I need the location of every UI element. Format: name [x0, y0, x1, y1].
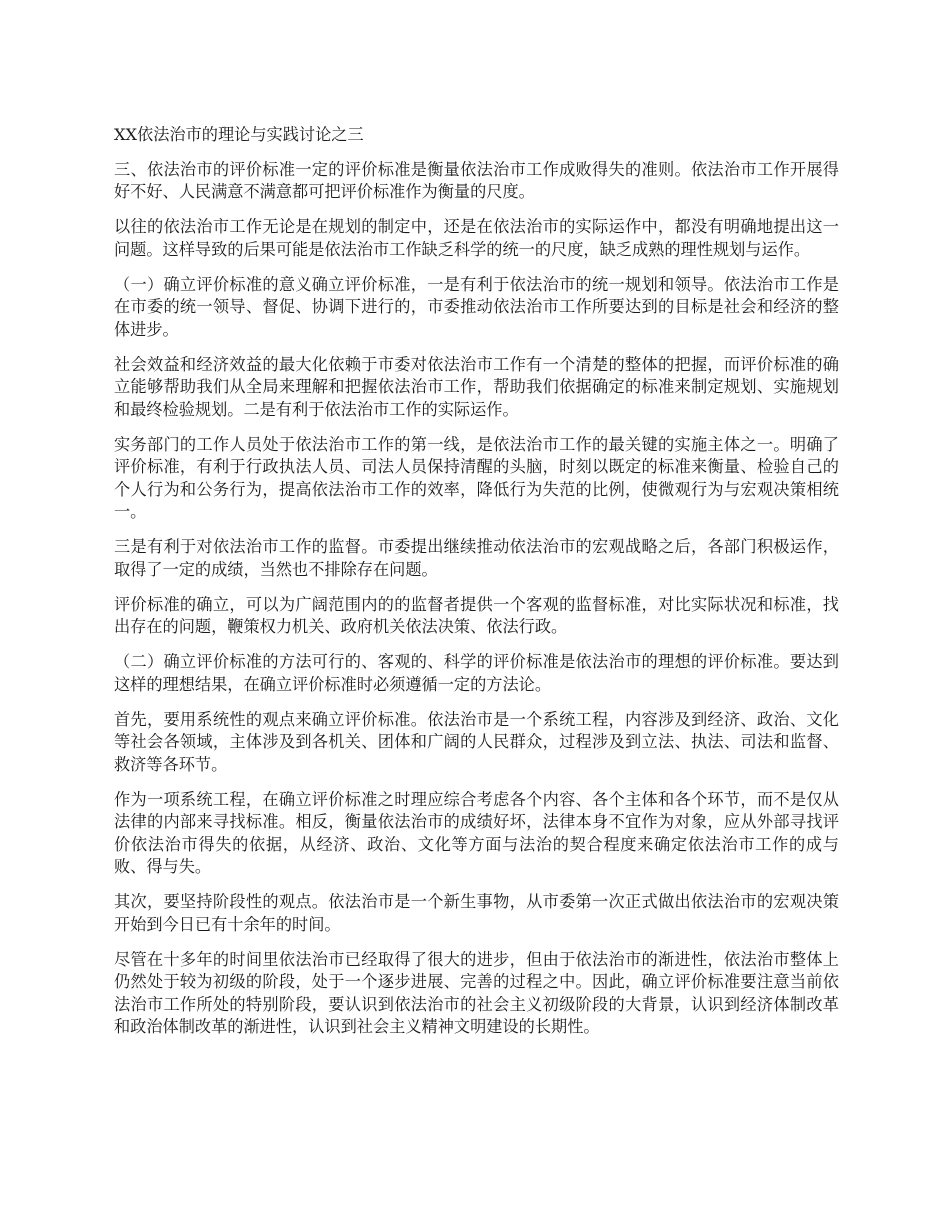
- paragraph: （二）确立评价标准的方法可行的、客观的、科学的评价标准是依法治市的理想的评价标准。要达到这样的理想结果，在确立评价标准时必须遵循一定的方法论。: [114, 652, 839, 694]
- paragraph: 首先，要用系统性的观点来确立评价标准。依法治市是一个系统工程，内容涉及到经济、政治、文化等社会各领域，主体涉及到各机关、团体和广阔的人民群众，过程涉及到立法、执法、司法和监督、救济等各环节。: [114, 709, 839, 774]
- paragraph: 尽管在十多年的时间里依法治市已经取得了很大的进步，但由于依法治市的渐进性，依法治市整体上仍然处于较为初级的阶段，处于一个逐步进展、完善的过程之中。因此，确立评价标准要注意当前依法治市工作所处的特别阶段，要认识到依法治市的社会主义初级阶段的大背景，认识到经济体制改革和政治体制改革的渐进性，认识到社会主义精神文明建设的长期性。: [114, 949, 839, 1036]
- paragraph: 其次，要坚持阶段性的观点。依法治市是一个新生事物，从市委第一次正式做出依法治市的宏观决策开始到今日已有十余年的时间。: [114, 892, 839, 934]
- paragraph: 评价标准的确立，可以为广阔范围内的的监督者提供一个客观的监督标准，对比实际状况和标准，找出存在的问题，鞭策权力机关、政府机关依法决策、依法行政。: [114, 594, 839, 636]
- paragraph: （一）确立评价标准的意义确立评价标准，一是有利于依法治市的统一规划和领导。依法治市工作是在市委的统一领导、督促、协调下进行的，市委推动依法治市工作所要达到的目标是社会和经济的整体进步。: [114, 274, 839, 339]
- paragraph: 作为一项系统工程，在确立评价标准之时理应综合考虑各个内容、各个主体和各个环节，而不是仅从法律的内部来寻找标准。相反，衡量依法治市的成绩好坏，法律本身不宜作为对象，应从外部寻找评价依法治市得失的依据，从经济、政治、文化等方面与法治的契合程度来确定依法治市工作的成与败、得与失。: [114, 789, 839, 876]
- paragraph: 以往的依法治市工作无论是在规划的制定中，还是在依法治市的实际运作中，都没有明确地提出这一问题。这样导致的后果可能是依法治市工作缺乏科学的统一的尺度，缺乏成熟的理性规划与运作。: [114, 217, 839, 259]
- paragraph: 社会效益和经济效益的最大化依赖于市委对依法治市工作有一个清楚的整体的把握，而评价标准的确立能够帮助我们从全局来理解和把握依法治市工作，帮助我们依据确定的标准来制定规划、实施规划和最终检验规划。二是有利于依法治市工作的实际运作。: [114, 354, 839, 419]
- document-title: XX依法治市的理论与实践讨论之三: [114, 125, 364, 144]
- document-body: [114, 124, 839, 1051]
- paragraph: 实务部门的工作人员处于依法治市工作的第一线，是依法治市工作的最关键的实施主体之一。明确了评价标准，有利于行政执法人员、司法人员保持清醒的头脑，时刻以既定的标准来衡量、检验自己的个人行为和公务行为，提高依法治市工作的效率，降低行为失范的比例，使微观行为与宏观决策相统一。: [114, 434, 839, 521]
- paragraph: 三、依法治市的评价标准一定的评价标准是衡量依法治市工作成败得失的准则。依法治市工作开展得好不好、人民满意不满意都可把评价标准作为衡量的尺度。: [114, 159, 839, 201]
- paragraph: 三是有利于对依法治市工作的监督。市委提出继续推动依法治市的宏观战略之后，各部门积极运作，取得了一定的成绩，当然也不排除存在问题。: [114, 537, 839, 579]
